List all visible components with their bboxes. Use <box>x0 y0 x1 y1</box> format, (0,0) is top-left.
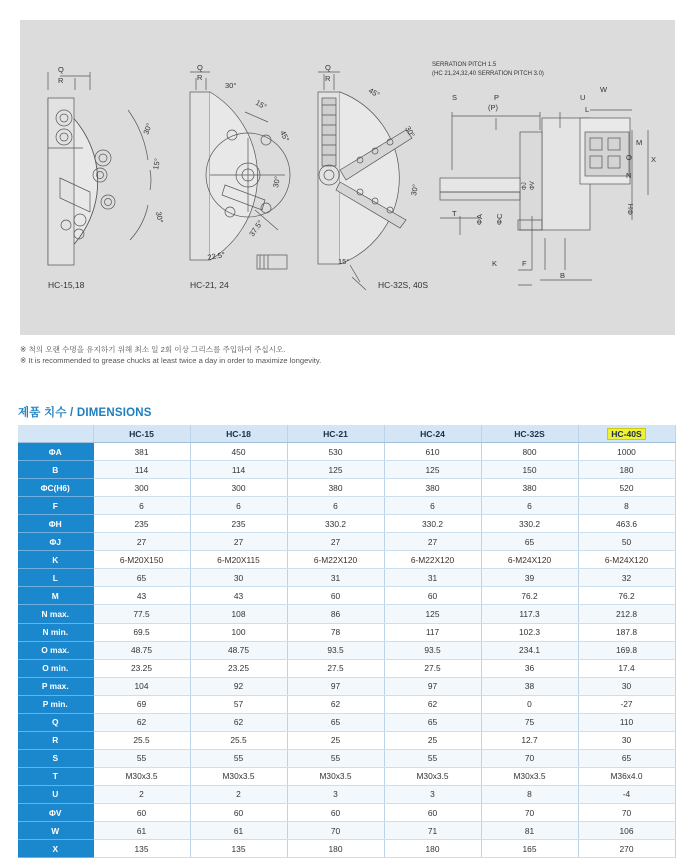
table-cell: 300 <box>190 479 287 497</box>
column-header-label: HC-18 <box>226 428 251 439</box>
angle-label: 30° <box>403 124 417 139</box>
table-row <box>18 479 675 497</box>
table-cell: 75 <box>481 713 578 731</box>
table-cell: 1000 <box>578 443 675 461</box>
svg-text:Q: Q <box>325 63 331 72</box>
table-cell: 65 <box>384 713 481 731</box>
table-cell: 27 <box>190 533 287 551</box>
table-cell: 102.3 <box>481 623 578 641</box>
row-label: F <box>18 497 93 515</box>
table-row <box>18 569 675 587</box>
table-row <box>18 713 675 731</box>
svg-text:M: M <box>636 138 643 147</box>
table-cell: 6-M20X115 <box>190 551 287 569</box>
table-cell: M30x3.5 <box>93 767 190 785</box>
table-cell: M30x3.5 <box>287 767 384 785</box>
table-cell: 25 <box>287 731 384 749</box>
row-label: O min. <box>18 659 93 677</box>
svg-text:N: N <box>626 171 632 180</box>
svg-text:O: O <box>626 153 632 162</box>
svg-text:ΦH: ΦH <box>626 203 635 215</box>
row-label: ΦA <box>18 443 93 461</box>
row-label: P max. <box>18 677 93 695</box>
table-cell: 2 <box>93 785 190 803</box>
svg-text:F: F <box>522 259 527 268</box>
table-cell: 36 <box>481 659 578 677</box>
table-cell: 62 <box>384 695 481 713</box>
row-label: L <box>18 569 93 587</box>
serration-note-2: (HC 21,24,32,40 SERRATION PITCH 3.0) <box>432 71 544 77</box>
svg-text:ΦA: ΦA <box>475 214 484 225</box>
table-cell: 125 <box>384 605 481 623</box>
table-cell: 6-M24X120 <box>481 551 578 569</box>
row-label: N min. <box>18 623 93 641</box>
svg-text:T: T <box>452 209 457 218</box>
table-cell: 135 <box>190 840 287 858</box>
chuck-drawings <box>20 20 675 335</box>
table-cell: 450 <box>190 443 287 461</box>
table-cell: 93.5 <box>287 641 384 659</box>
table-cell: 31 <box>384 569 481 587</box>
angle-label: 37.5° <box>247 218 265 239</box>
caption-hc-15-18: HC-15,18 <box>48 280 85 290</box>
drawing-hc-15-18 <box>48 72 154 265</box>
table-cell: 6-M20X150 <box>93 551 190 569</box>
table-row <box>18 731 675 749</box>
row-label: T <box>18 767 93 785</box>
table-cell: 180 <box>287 840 384 858</box>
table-cell: 30 <box>578 731 675 749</box>
row-label: U <box>18 785 93 803</box>
row-label: O max. <box>18 641 93 659</box>
table-row <box>18 461 675 479</box>
table-row <box>18 695 675 713</box>
table-row <box>18 822 675 840</box>
table-row <box>18 767 675 785</box>
table-cell: 165 <box>481 840 578 858</box>
row-label: W <box>18 822 93 840</box>
svg-text:K: K <box>492 259 498 268</box>
column-header-label: HC-32S <box>514 428 545 439</box>
table-cell: 62 <box>287 695 384 713</box>
table-cell: 520 <box>578 479 675 497</box>
svg-text:R: R <box>58 76 64 85</box>
grease-note-korean: ※ 척의 오랜 수명을 유지하기 위해 최소 일 2회 이상 그리스를 주입하여 주십시오. <box>20 345 286 354</box>
table-cell: 60 <box>287 587 384 605</box>
angle-label: 30° <box>409 183 420 197</box>
table-cell: 800 <box>481 443 578 461</box>
column-header-label: HC-24 <box>420 428 445 439</box>
table-cell: 61 <box>93 822 190 840</box>
table-cell: 61 <box>190 822 287 840</box>
table-row <box>18 785 675 803</box>
drawing-side-section <box>440 110 648 285</box>
table-cell: 180 <box>578 461 675 479</box>
svg-text:Q: Q <box>197 63 203 72</box>
table-cell: 60 <box>287 803 384 821</box>
angle-label: 30° <box>141 121 154 136</box>
angle-label: 45° <box>278 129 292 144</box>
svg-text:L: L <box>585 105 590 114</box>
table-cell: 530 <box>287 443 384 461</box>
dimensions-table <box>18 425 676 858</box>
table-cell: 135 <box>93 840 190 858</box>
table-cell: 57 <box>190 695 287 713</box>
table-cell: 86 <box>287 605 384 623</box>
table-cell: 117.3 <box>481 605 578 623</box>
table-cell: 60 <box>384 587 481 605</box>
table-cell: 25 <box>384 731 481 749</box>
column-header <box>287 425 384 443</box>
angle-label: 45° <box>367 85 382 100</box>
table-cell: 62 <box>190 713 287 731</box>
table-cell: 60 <box>384 803 481 821</box>
table-cell: 6 <box>287 497 384 515</box>
table-cell: 30 <box>190 569 287 587</box>
table-cell: 27 <box>287 533 384 551</box>
table-cell: 380 <box>287 479 384 497</box>
table-row <box>18 659 675 677</box>
drawing-hc-21-24 <box>190 72 290 269</box>
table-cell: 27 <box>384 533 481 551</box>
row-label: P min. <box>18 695 93 713</box>
table-cell: 187.8 <box>578 623 675 641</box>
row-label: ΦJ <box>18 533 93 551</box>
table-cell: 60 <box>93 803 190 821</box>
table-cell: 97 <box>287 677 384 695</box>
table-cell: 78 <box>287 623 384 641</box>
table-cell: 6 <box>384 497 481 515</box>
row-label: B <box>18 461 93 479</box>
table-cell: 65 <box>93 569 190 587</box>
table-cell: 39 <box>481 569 578 587</box>
table-cell: 330.2 <box>384 515 481 533</box>
table-cell: 125 <box>384 461 481 479</box>
table-cell: 270 <box>578 840 675 858</box>
table-cell: 8 <box>481 785 578 803</box>
table-row <box>18 443 675 461</box>
table-cell: 6-M22X120 <box>384 551 481 569</box>
column-header <box>578 425 675 443</box>
table-cell: 330.2 <box>287 515 384 533</box>
table-cell: 108 <box>190 605 287 623</box>
table-cell: 77.5 <box>93 605 190 623</box>
table-row <box>18 587 675 605</box>
table-cell: 65 <box>578 749 675 767</box>
table-header-row <box>18 425 675 443</box>
table-cell: 23.25 <box>93 659 190 677</box>
table-cell: 70 <box>481 749 578 767</box>
table-cell: 71 <box>384 822 481 840</box>
table-cell: 60 <box>190 803 287 821</box>
svg-text:R: R <box>325 74 331 83</box>
column-header-label: HC-40S <box>607 428 646 440</box>
table-cell: 100 <box>190 623 287 641</box>
table-cell: 62 <box>93 713 190 731</box>
table-cell: 235 <box>190 515 287 533</box>
table-cell: 27.5 <box>384 659 481 677</box>
svg-text:ΦC: ΦC <box>495 213 504 225</box>
table-cell: 70 <box>287 822 384 840</box>
row-label: ΦV <box>18 803 93 821</box>
row-label: Q <box>18 713 93 731</box>
table-row <box>18 515 675 533</box>
table-cell: 55 <box>384 749 481 767</box>
column-header-label: HC-21 <box>323 428 348 439</box>
table-cell: 330.2 <box>481 515 578 533</box>
table-cell: 180 <box>384 840 481 858</box>
table-cell: 38 <box>481 677 578 695</box>
table-cell: 97 <box>384 677 481 695</box>
table-row <box>18 623 675 641</box>
table-cell: 8 <box>578 497 675 515</box>
table-cell: -4 <box>578 785 675 803</box>
table-cell: 55 <box>93 749 190 767</box>
row-label: R <box>18 731 93 749</box>
table-cell: 55 <box>287 749 384 767</box>
angle-label: 30° <box>271 175 282 189</box>
angle-label: 22.5° <box>206 250 226 262</box>
svg-text:B: B <box>560 271 566 280</box>
svg-text:U: U <box>580 93 586 102</box>
table-cell: 25.5 <box>190 731 287 749</box>
table-cell: 104 <box>93 677 190 695</box>
table-cell: 3 <box>287 785 384 803</box>
column-header-label: HC-15 <box>129 428 154 439</box>
table-row <box>18 677 675 695</box>
table-cell: 27.5 <box>287 659 384 677</box>
table-cell: 0 <box>481 695 578 713</box>
table-cell: 48.75 <box>190 641 287 659</box>
table-cell: 150 <box>481 461 578 479</box>
table-cell: 50 <box>578 533 675 551</box>
table-cell: M30x3.5 <box>190 767 287 785</box>
table-cell: 43 <box>93 587 190 605</box>
row-label: S <box>18 749 93 767</box>
table-cell: M30x3.5 <box>481 767 578 785</box>
table-cell: 25.5 <box>93 731 190 749</box>
table-cell: 76.2 <box>578 587 675 605</box>
table-row <box>18 641 675 659</box>
table-cell: 110 <box>578 713 675 731</box>
table-cell: 6 <box>93 497 190 515</box>
caption-hc-21-24: HC-21, 24 <box>190 280 229 290</box>
angle-label: 15° <box>254 97 269 112</box>
table-cell: 48.75 <box>93 641 190 659</box>
table-cell: 30 <box>578 677 675 695</box>
table-cell: 31 <box>287 569 384 587</box>
table-cell: 23.25 <box>190 659 287 677</box>
table-cell: 114 <box>93 461 190 479</box>
table-cell: 212.8 <box>578 605 675 623</box>
table-cell: 6 <box>481 497 578 515</box>
svg-text:ΦJ: ΦJ <box>522 182 528 190</box>
row-label: X <box>18 840 93 858</box>
svg-text:X: X <box>651 155 657 164</box>
table-corner-cell <box>18 425 93 443</box>
row-label: ΦH <box>18 515 93 533</box>
svg-text:S: S <box>452 93 458 102</box>
table-cell: 70 <box>578 803 675 821</box>
table-cell: 106 <box>578 822 675 840</box>
angle-label: 30° <box>154 210 165 224</box>
table-cell: 114 <box>190 461 287 479</box>
column-header <box>190 425 287 443</box>
table-cell: 32 <box>578 569 675 587</box>
section-title: 제품 치수 / DIMENSIONS <box>18 407 152 419</box>
table-cell: 17.4 <box>578 659 675 677</box>
svg-text:ΦV: ΦV <box>530 181 536 190</box>
angle-label: 15° <box>151 157 162 171</box>
table-cell: 300 <box>93 479 190 497</box>
table-cell: 55 <box>190 749 287 767</box>
angle-label: 30° <box>225 81 237 90</box>
table-cell: 76.2 <box>481 587 578 605</box>
table-cell: 6 <box>190 497 287 515</box>
table-row <box>18 749 675 767</box>
drawing-hc-32s-40s <box>318 72 412 290</box>
table-cell: -27 <box>578 695 675 713</box>
table-cell: 235 <box>93 515 190 533</box>
table-cell: 125 <box>287 461 384 479</box>
table-cell: 234.1 <box>481 641 578 659</box>
angle-label: 15° <box>338 257 350 266</box>
svg-text:R: R <box>197 73 203 82</box>
table-row <box>18 533 675 551</box>
serration-note-1: SERRATION PITCH 1.5 <box>432 62 497 68</box>
table-row <box>18 497 675 515</box>
table-cell: 117 <box>384 623 481 641</box>
table-cell: M30x3.5 <box>384 767 481 785</box>
row-label: ΦC(H6) <box>18 479 93 497</box>
column-header <box>481 425 578 443</box>
table-cell: 6-M22X120 <box>287 551 384 569</box>
table-row <box>18 605 675 623</box>
table-cell: 69 <box>93 695 190 713</box>
table-cell: 3 <box>384 785 481 803</box>
table-cell: 65 <box>481 533 578 551</box>
row-label: K <box>18 551 93 569</box>
column-header <box>384 425 481 443</box>
column-header <box>93 425 190 443</box>
table-row <box>18 551 675 569</box>
table-cell: 169.8 <box>578 641 675 659</box>
table-cell: 65 <box>287 713 384 731</box>
table-cell: 2 <box>190 785 287 803</box>
svg-text:Q: Q <box>58 65 64 74</box>
caption-hc-32s-40s: HC-32S, 40S <box>378 280 429 290</box>
svg-text:(P): (P) <box>488 103 498 112</box>
row-label: M <box>18 587 93 605</box>
table-cell: 380 <box>481 479 578 497</box>
table-cell: 92 <box>190 677 287 695</box>
table-cell: 81 <box>481 822 578 840</box>
table-cell: 93.5 <box>384 641 481 659</box>
table-cell: 70 <box>481 803 578 821</box>
svg-text:P: P <box>494 93 500 102</box>
table-row <box>18 803 675 821</box>
table-cell: 69.5 <box>93 623 190 641</box>
table-cell: 381 <box>93 443 190 461</box>
svg-text:W: W <box>600 85 608 94</box>
table-cell: 6-M24X120 <box>578 551 675 569</box>
table-cell: 610 <box>384 443 481 461</box>
table-cell: 43 <box>190 587 287 605</box>
table-cell: 463.6 <box>578 515 675 533</box>
technical-drawing-panel <box>20 20 675 335</box>
table-row <box>18 840 675 858</box>
table-cell: M36x4.0 <box>578 767 675 785</box>
table-cell: 380 <box>384 479 481 497</box>
row-label: N max. <box>18 605 93 623</box>
table-cell: 27 <box>93 533 190 551</box>
grease-note-english: ※ It is recommended to grease chucks at least twice a day in order to maximize longevity. <box>20 356 322 365</box>
table-cell: 12.7 <box>481 731 578 749</box>
